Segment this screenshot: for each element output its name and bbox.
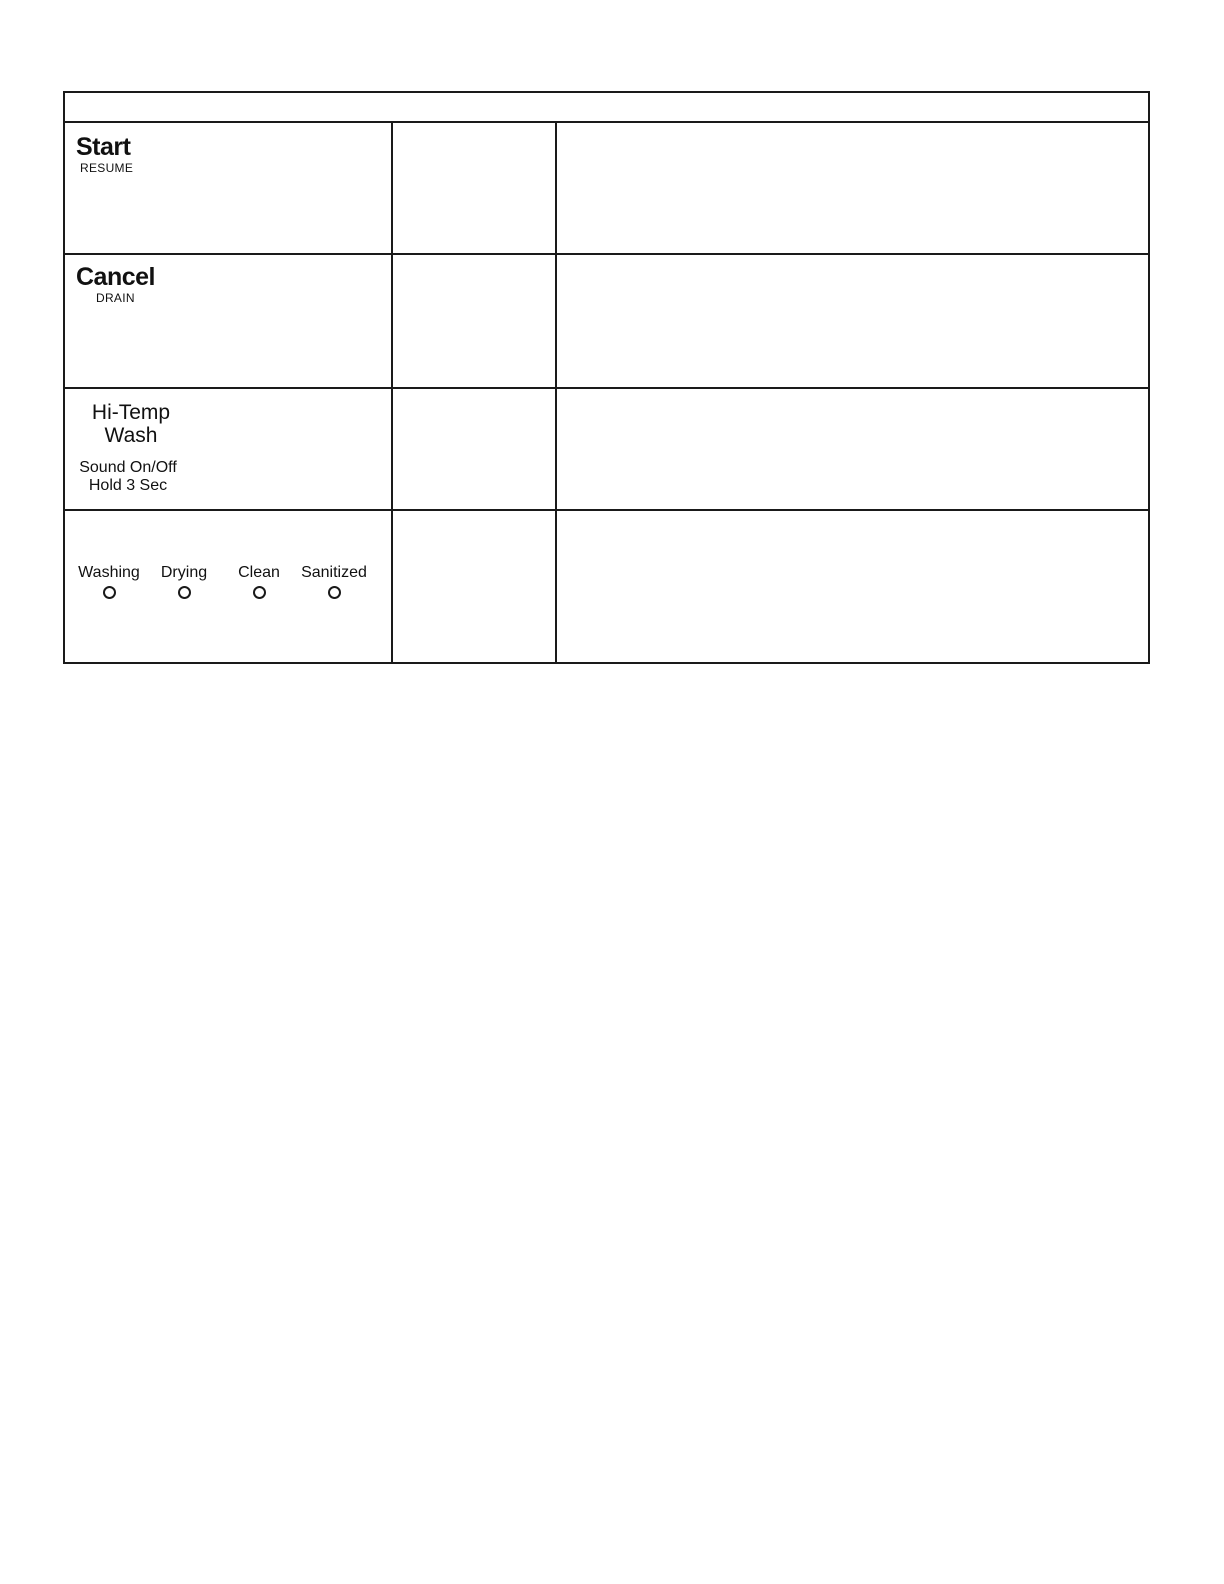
- table-row: [65, 121, 1148, 255]
- setting-cell: [393, 255, 557, 387]
- table-header-row: [65, 93, 1148, 123]
- hi-temp-wash-label: [81, 401, 181, 447]
- description-cell: [557, 389, 1148, 509]
- setting-cell: [393, 121, 557, 253]
- status-label: Drying: [160, 564, 208, 581]
- resume-sublabel: RESUME: [80, 161, 134, 175]
- indicator-light-icon: [178, 586, 191, 599]
- hold-3-sec-line: Hold 3 Sec: [88, 477, 168, 494]
- start-button-label: Start: [76, 133, 131, 161]
- status-label: Sanitized: [301, 564, 367, 581]
- control-cell-status-lights: [65, 511, 393, 664]
- drain-sublabel: DRAIN: [96, 291, 135, 305]
- status-light-washing: [69, 564, 149, 599]
- description-cell: [557, 511, 1148, 664]
- control-cell-start: [65, 121, 393, 253]
- sound-on-off-line: Sound On/Off: [79, 459, 177, 476]
- wash-line: Wash: [104, 424, 158, 447]
- control-cell-hi-temp-wash: [65, 389, 393, 509]
- setting-cell: [393, 389, 557, 509]
- description-cell: [557, 121, 1148, 253]
- control-cell-cancel: [65, 255, 393, 387]
- description-cell: [557, 255, 1148, 387]
- indicator-light-icon: [103, 586, 116, 599]
- status-label: Washing: [78, 564, 140, 581]
- indicator-light-icon: [253, 586, 266, 599]
- controls-table: [63, 91, 1150, 664]
- hi-temp-line: Hi-Temp: [91, 401, 171, 424]
- status-light-sanitized: [294, 564, 374, 599]
- table-row: [65, 511, 1148, 664]
- indicator-light-icon: [328, 586, 341, 599]
- status-label: Clean: [238, 564, 280, 581]
- cancel-button-label: Cancel: [76, 263, 155, 291]
- setting-cell: [393, 511, 557, 664]
- table-row: [65, 389, 1148, 511]
- table-row: [65, 255, 1148, 389]
- status-light-clean: [219, 564, 299, 599]
- status-light-drying: [144, 564, 224, 599]
- sound-toggle-label: [70, 459, 186, 495]
